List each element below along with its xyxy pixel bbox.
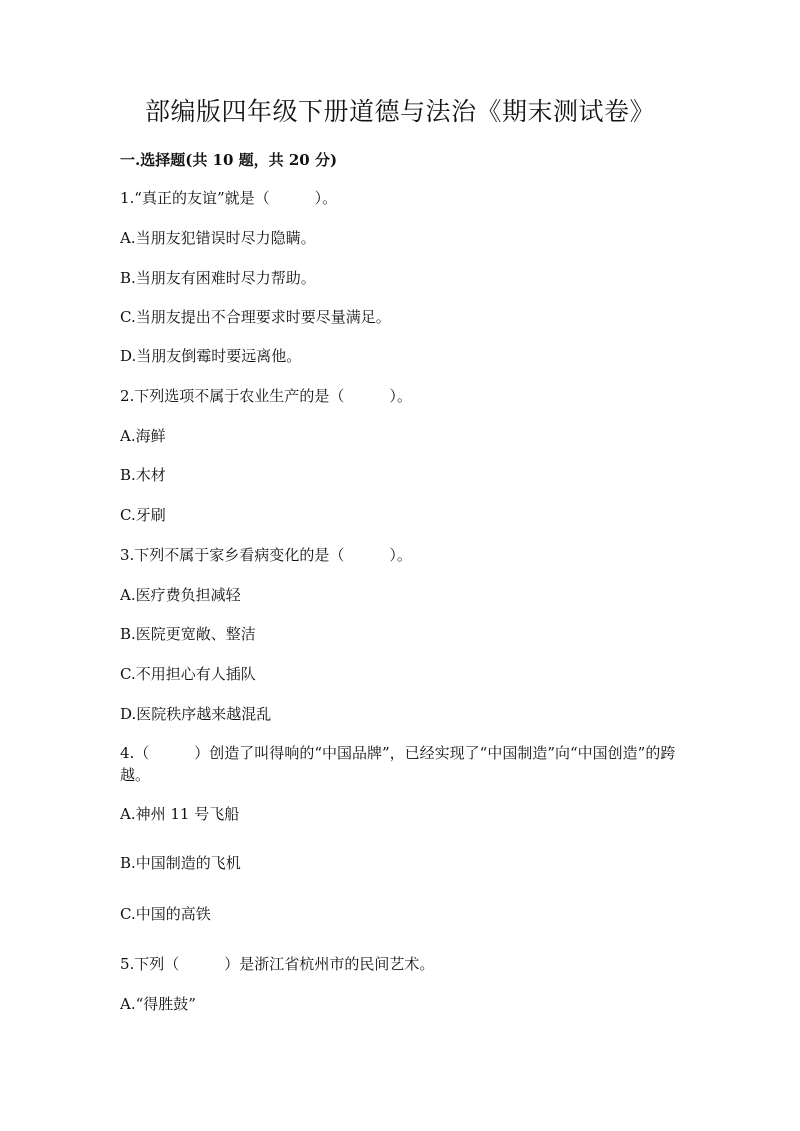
- question-5-option-a: A.“得胜鼓”: [120, 995, 196, 1013]
- question-1-option-c: C.当朋友提出不合理要求时要尽量满足。: [120, 308, 391, 326]
- page-title: 部编版四年级下册道德与法治《期末测试卷》: [144, 97, 655, 126]
- question-3-option-c: C.不用担心有人插队: [120, 665, 256, 683]
- question-3-stem: 3.下列不属于家乡看病变化的是（ ）。: [120, 546, 412, 564]
- question-4-option-c: C.中国的高铁: [120, 905, 211, 923]
- section-heading: 一.选择题(共 10 题，共 20 分): [120, 151, 338, 169]
- question-4-stem: 4.（ ）创造了叫得响的“中国品牌”，已经实现了“中国制造”向“中国创造”的跨越。: [120, 744, 676, 784]
- question-1-option-d: D.当朋友倒霉时要远离他。: [120, 347, 302, 365]
- question-5-stem: 5.下列（ ）是浙江省杭州市的民间艺术。: [120, 955, 435, 973]
- question-2-option-c: C.牙刷: [120, 506, 166, 524]
- question-3-option-b: B.医院更宽敞、整洁: [120, 625, 256, 643]
- question-2-stem: 2.下列选项不属于农业生产的是（ ）。: [120, 387, 412, 405]
- question-3-option-a: A.医疗费负担减轻: [120, 586, 241, 604]
- question-2-option-b: B.木材: [120, 466, 166, 484]
- question-1-option-a: A.当朋友犯错误时尽力隐瞒。: [120, 229, 316, 247]
- question-4-option-a: A.神州 11 号飞船: [120, 805, 240, 823]
- question-1-stem: 1.“真正的友谊”就是（ ）。: [120, 189, 338, 207]
- question-4-option-b: B.中国制造的飞机: [120, 854, 241, 872]
- question-1-option-b: B.当朋友有困难时尽力帮助。: [120, 269, 316, 287]
- question-2-option-a: A.海鲜: [120, 427, 166, 445]
- question-3-option-d: D.医院秩序越来越混乱: [120, 705, 272, 723]
